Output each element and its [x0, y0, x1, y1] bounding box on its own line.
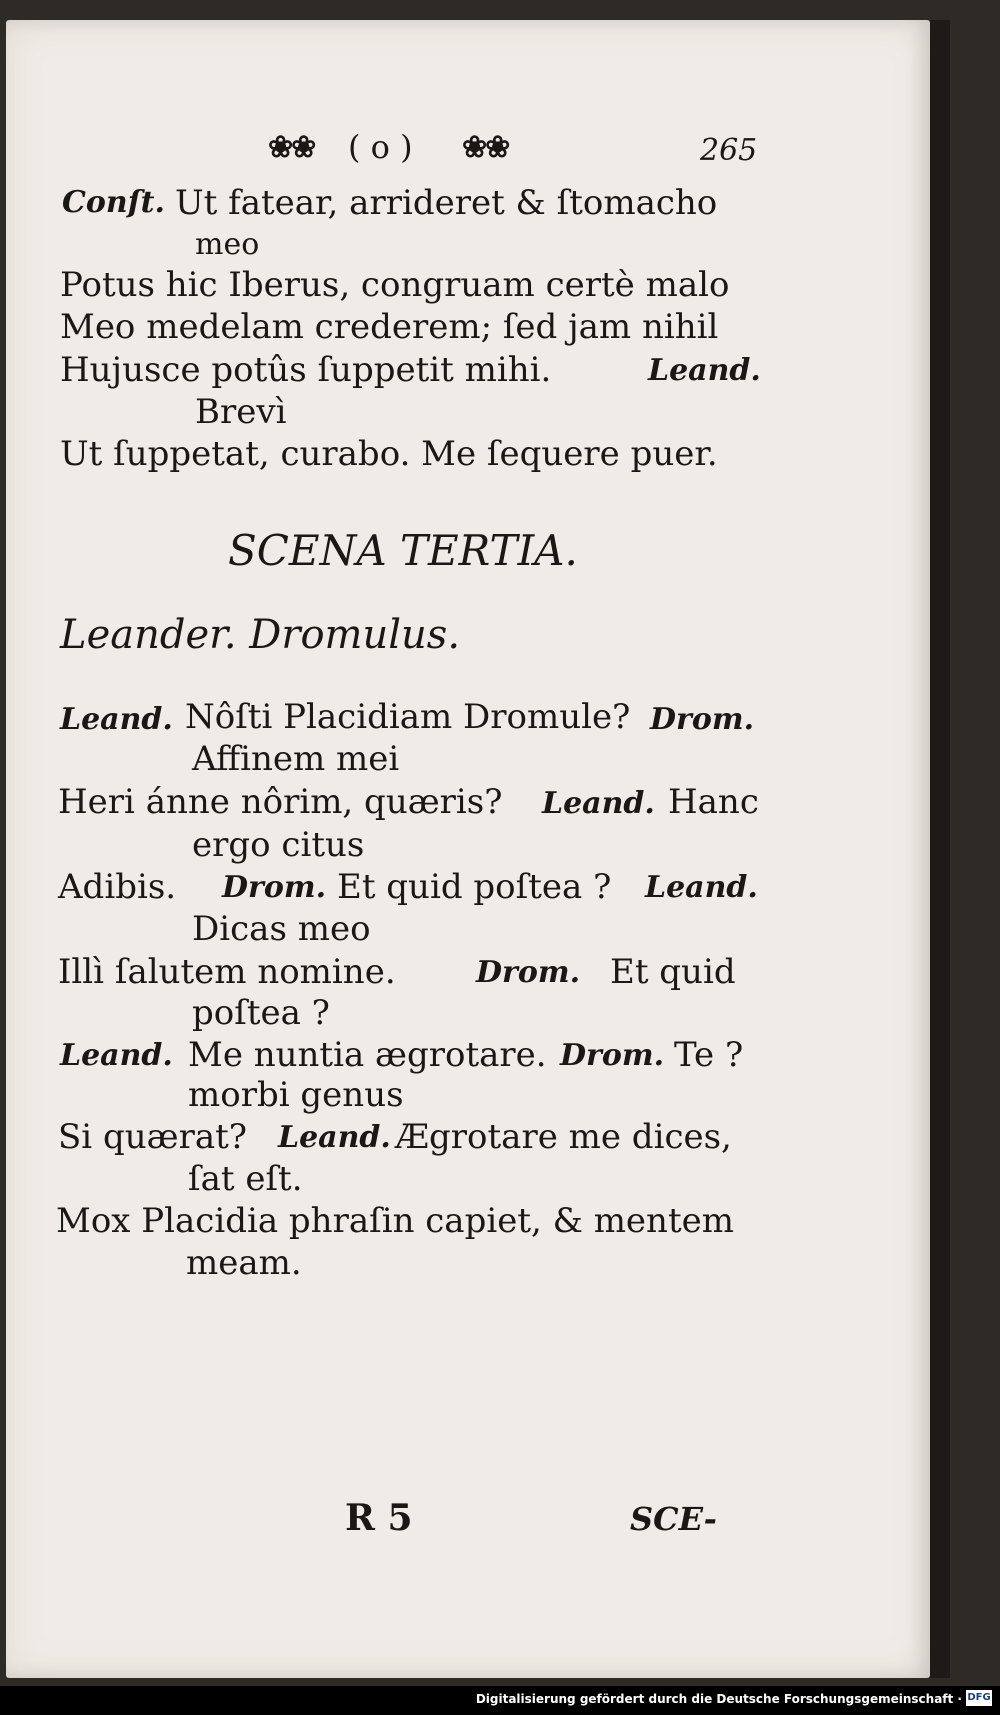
catchword: SCE-: [630, 1500, 717, 1538]
verse-line: meo: [195, 227, 260, 262]
verse-line: ergo citus: [192, 825, 365, 865]
header-mark: ( o ): [348, 128, 413, 166]
verse-line: Ut ſuppetat, curabo. Me ſequere puer.: [60, 434, 718, 474]
signature-mark: R 5: [345, 1497, 413, 1539]
speaker-label: Drom.: [650, 702, 755, 737]
verse-line: Adibis.: [58, 867, 177, 907]
page-number: 265: [700, 133, 758, 168]
speaker-label: Leand.: [648, 353, 761, 388]
verse-line: Brevì: [195, 392, 287, 432]
verse-line: Hujusce potûs ſuppetit mihi.: [60, 350, 552, 390]
scene-title: SCENA TERTIA.: [228, 526, 578, 575]
verse-line: Potus hic Iberus, congruam certè malo: [60, 265, 730, 305]
speaker-label: Leand.: [60, 1038, 173, 1073]
verse-line: Illì ſalutem nomine.: [58, 952, 396, 992]
speaker-label: Conſt.: [62, 185, 165, 220]
ornament-left: ❀❀: [268, 130, 315, 165]
speaker-label: Leand.: [60, 702, 173, 737]
speaker-label: Leand.: [542, 786, 655, 821]
verse-line: Nôſti Placidiam Dromule?: [185, 697, 631, 737]
verse-line: Hanc: [668, 782, 759, 822]
verse-line: ſat eſt.: [188, 1159, 303, 1199]
banner-text: Digitalisierung gefördert durch die Deutsche Forschungsgemeinschaft ·: [475, 1692, 962, 1706]
speaker-label: Drom.: [560, 1038, 665, 1073]
character-list: Leander. Dromulus.: [60, 612, 461, 658]
ornament-right: ❀❀: [462, 130, 509, 165]
verse-line: Ægrotare me dices,: [395, 1117, 732, 1157]
verse-line: Si quærat?: [58, 1117, 248, 1157]
verse-line: Ut fatear, arrideret & ſtomacho: [175, 183, 718, 223]
speaker-label: Leand.: [645, 870, 758, 905]
verse-line: Dicas meo: [192, 909, 371, 949]
speaker-label: Drom.: [222, 870, 327, 905]
speaker-label: Drom.: [476, 955, 581, 990]
verse-line: Et quid poſtea ?: [337, 867, 612, 907]
verse-line: poſtea ?: [192, 993, 330, 1033]
verse-line: Et quid: [610, 952, 736, 992]
verse-line: Mox Placidia phraſin capiet, & mentem: [56, 1201, 734, 1241]
page-edge: [930, 20, 950, 1678]
dfg-logo: DFG: [966, 1690, 992, 1706]
verse-line: meam.: [186, 1243, 302, 1283]
verse-line: morbi genus: [188, 1075, 404, 1115]
verse-line: Heri ánne nôrim, quæris?: [58, 782, 503, 822]
verse-line: Me nuntia ægrotare.: [188, 1035, 547, 1075]
verse-line: Meo medelam crederem; ſed jam nihil: [60, 307, 719, 347]
speaker-label: Leand.: [278, 1120, 391, 1155]
verse-line: Te ?: [674, 1035, 744, 1075]
verse-line: Affinem mei: [192, 739, 400, 779]
